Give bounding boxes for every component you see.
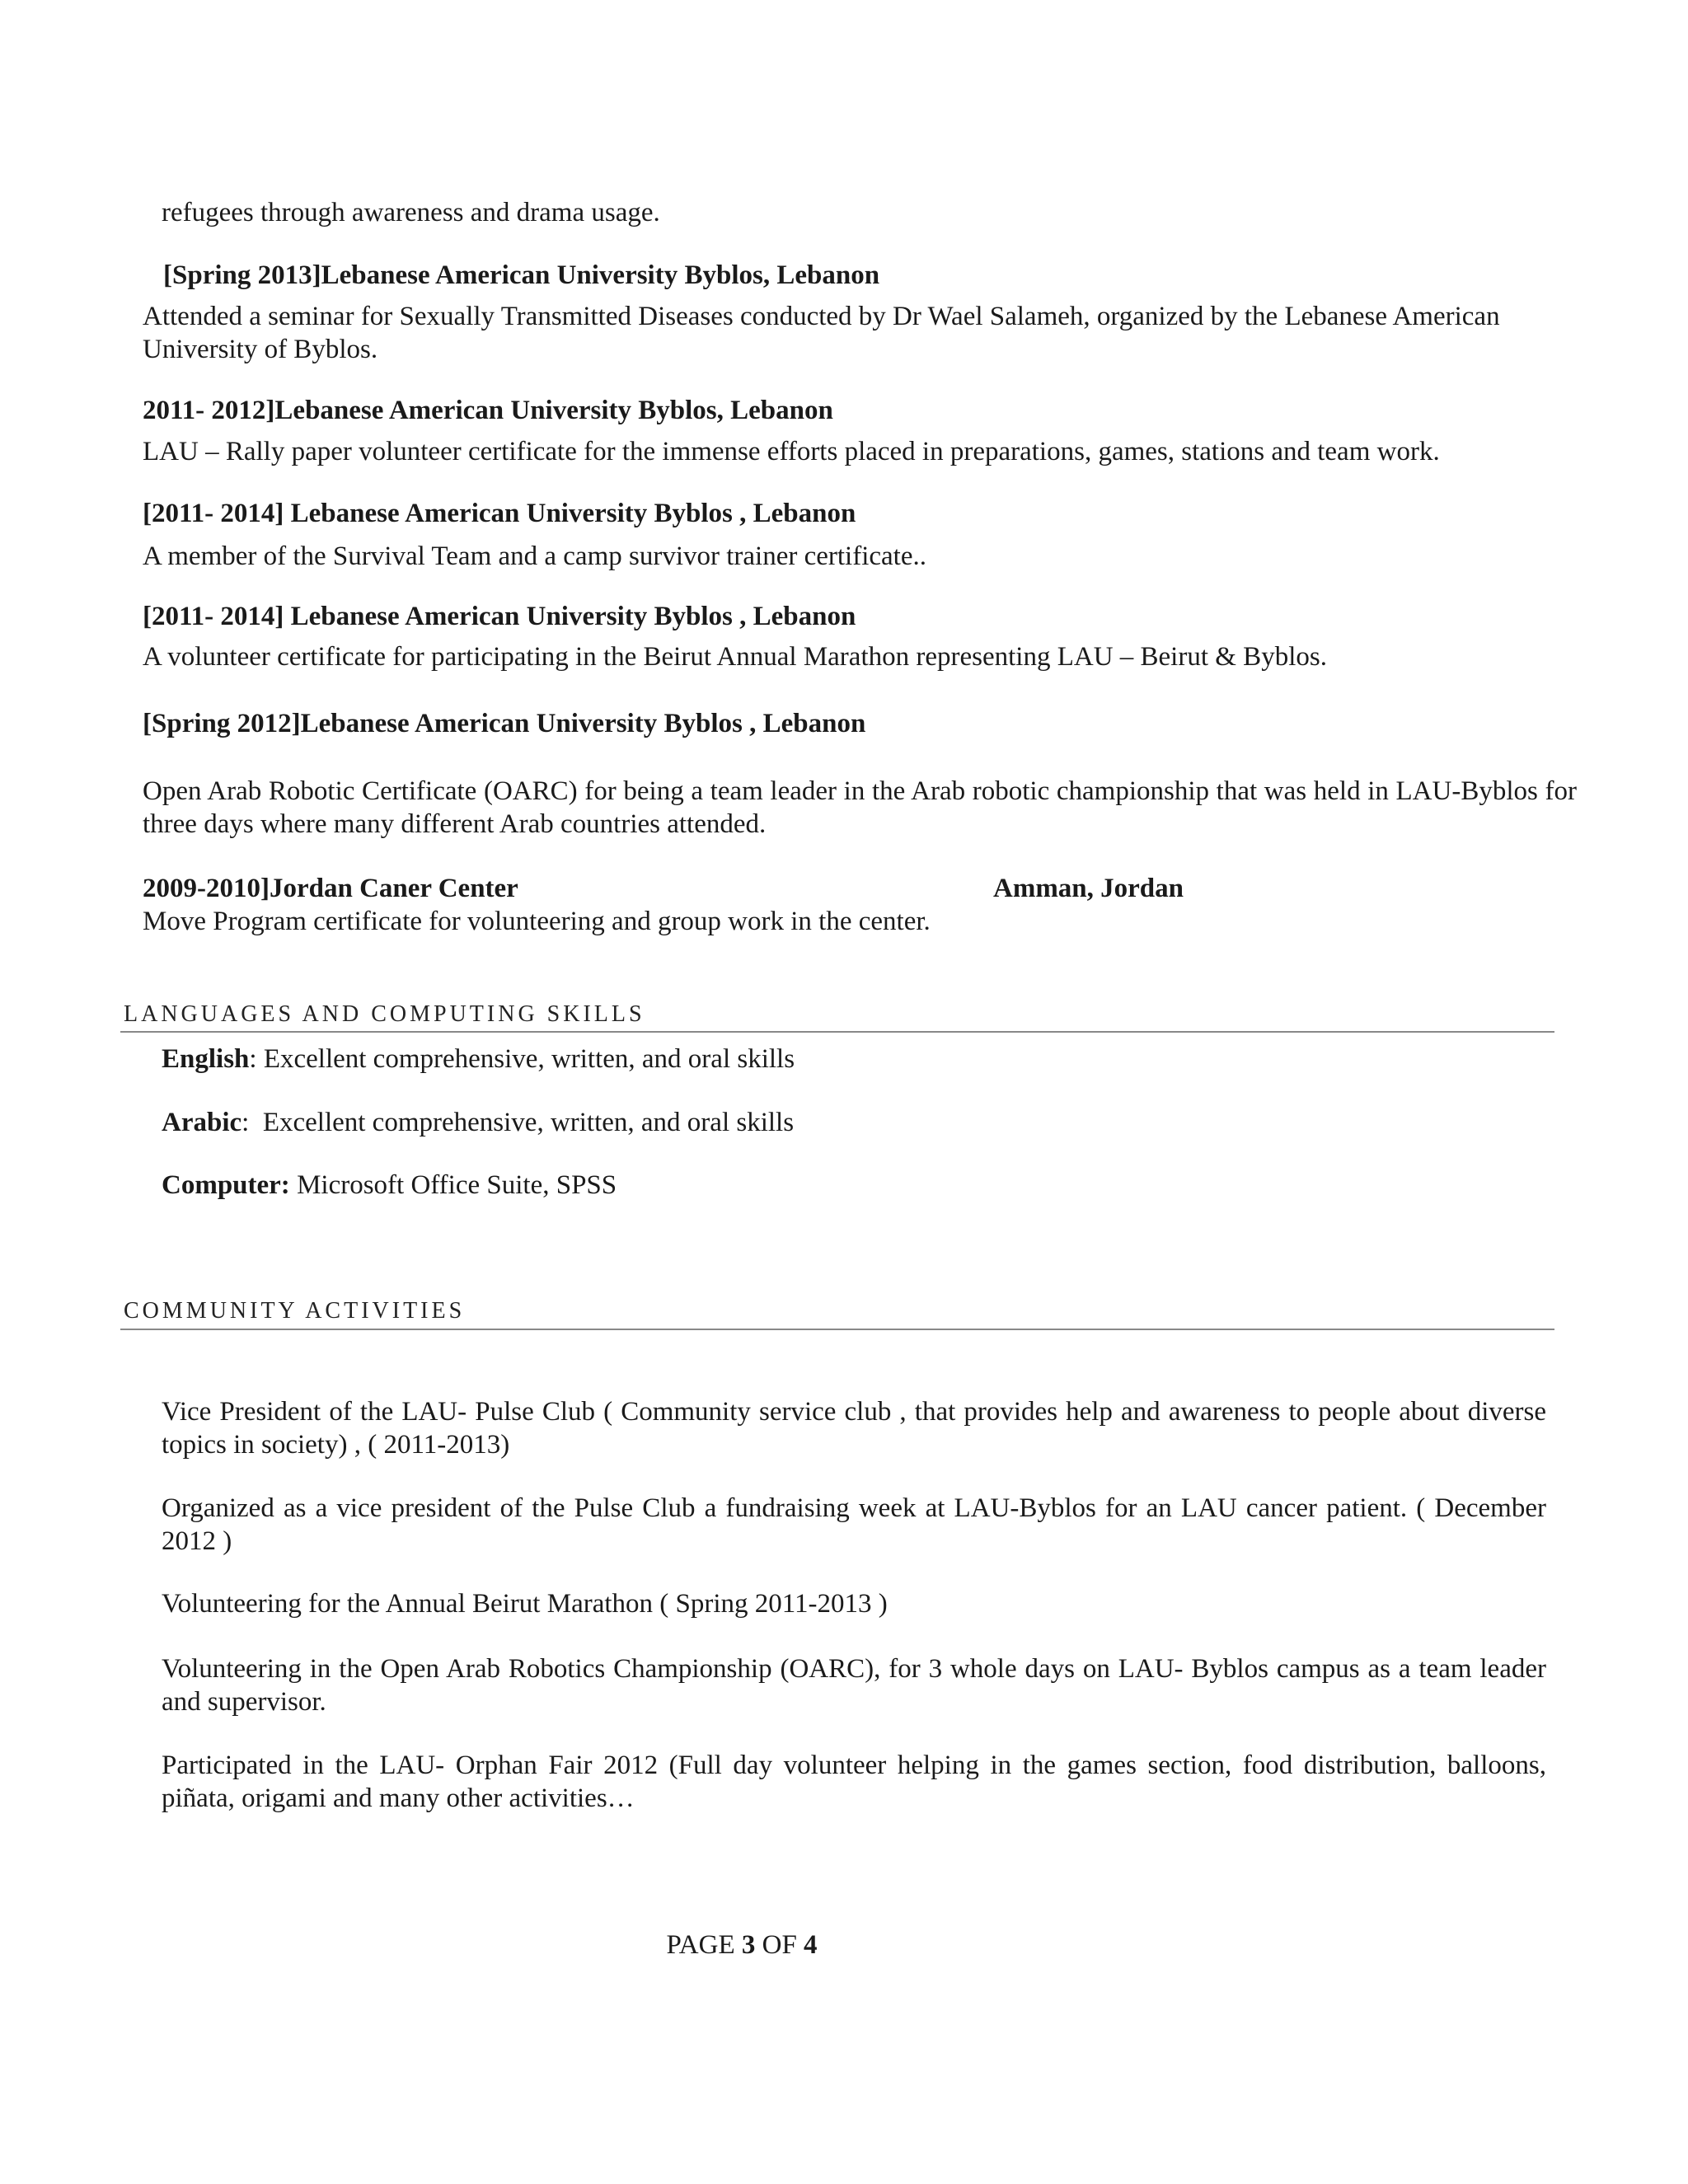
entry-text: Move Program certificate for volunteering and group work in the center. [143,907,931,936]
skill-item [162,1169,617,1202]
entry-heading: 2011- 2012]Lebanese American University Byblos, Lebanon [143,396,833,425]
skill-label: Computer: [162,1170,290,1200]
activity-item: Volunteering for the Annual Beirut Marathon ( Spring 2011-2013 ) [162,1589,888,1619]
page-label: PAGE [666,1930,742,1960]
activity-item: Organized as a vice president of the Pulse Club a fundraising week at LAU-Byblos for an LAU cancer patient. ( December 2012 ) [162,1493,1546,1556]
entry-heading: [2011- 2014] Lebanese American University Byblos , Lebanon [143,602,856,631]
section-divider [120,1031,1554,1033]
entry-text: LAU – Rally paper volunteer certificate for the immense efforts placed in preparations, games, stations and team work. [143,437,1440,466]
skill-label: Arabic [162,1108,242,1137]
skill-item [162,1043,795,1076]
entry-heading: [Spring 2013]Lebanese American University Byblos, Lebanon [163,260,880,290]
entry-text: A member of the Survival Team and a camp survivor trainer certificate.. [143,541,926,571]
skill-item [162,1106,794,1139]
skill-label: English [162,1044,250,1074]
activity-item: Vice President of the LAU- Pulse Club ( Community service club , that provides help and awareness to people about diverse topics in society) , ( 2011-2013) [162,1397,1546,1460]
current-page: 3 [741,1930,756,1960]
section-divider [120,1329,1554,1330]
skill-separator: : [241,1108,250,1137]
activity-item: Participated in the LAU- Orphan Fair 2012 (Full day volunteer helping in the games section, food distribution, balloons, piñata, origami and many other activities… [162,1750,1546,1813]
section-title-community: COMMUNITY ACTIVITIES [124,1298,466,1324]
skill-text: Microsoft Office Suite, SPSS [289,1170,617,1200]
section-title-languages: LANGUAGES AND COMPUTING SKILLS [124,1001,645,1027]
skill-text: Excellent comprehensive, written, and oral skills [249,1108,795,1137]
entry-heading: [2011- 2014] Lebanese American University Byblos , Lebanon [143,499,856,528]
skill-text: Excellent comprehensive, written, and oral skills [256,1044,795,1074]
activity-item: Volunteering in the Open Arab Robotics Championship (OARC), for 3 whole days on LAU- Byblos campus as a team leader and supervisor. [162,1654,1546,1717]
page-number [0,1930,1484,1961]
intro-line: refugees through awareness and drama usage. [162,198,660,227]
entry-text: A volunteer certificate for participating in the Beirut Annual Marathon representing LAU – Beirut & Byblos. [143,642,1327,672]
entry-text: Open Arab Robotic Certificate (OARC) for being a team leader in the Arab robotic championship that was held in LAU-Byblos for three days where many different Arab countries attended. [143,776,1577,839]
page-of: OF [755,1930,804,1960]
entry-location: Amman, Jordan [993,874,1184,903]
skill-separator: : [249,1044,257,1074]
entry-heading: [Spring 2012]Lebanese American University Byblos , Lebanon [143,709,866,738]
entry-text: Attended a seminar for Sexually Transmitted Diseases conducted by Dr Wael Salameh, organized by the Lebanese American University of Byblos. [143,302,1500,364]
entry-heading: 2009-2010]Jordan Caner Center [143,874,518,903]
total-pages: 4 [804,1930,818,1960]
